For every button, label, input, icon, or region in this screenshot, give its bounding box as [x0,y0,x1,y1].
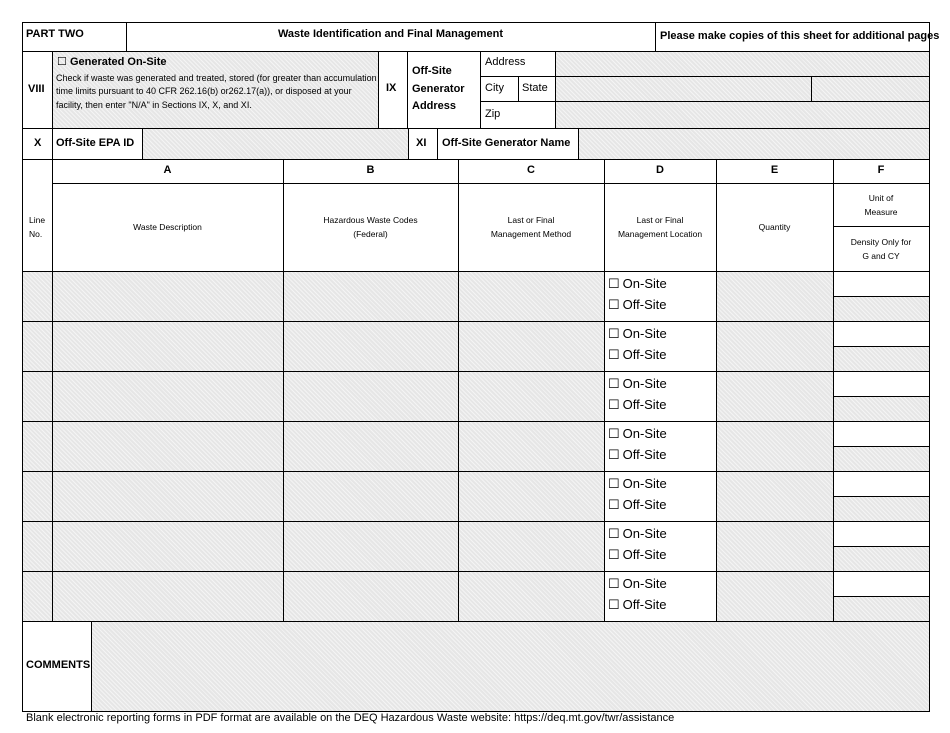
row-cell[interactable] [53,322,283,371]
on-site-label: On-Site [622,476,667,491]
row-cell[interactable] [459,572,604,621]
checkbox-icon: ☐ [608,476,620,491]
density-header-2: G and CY [862,251,900,261]
on-site-label: On-Site [622,526,667,541]
address-input[interactable] [555,52,929,76]
checkbox-icon: ☐ [608,597,620,612]
off-site-checkbox[interactable] [608,347,667,363]
zip-label: Zip [485,108,501,120]
density-cell[interactable] [834,597,929,621]
off-site-checkbox[interactable] [608,297,667,313]
off-site-checkbox[interactable] [608,397,667,413]
line-label: Line [29,215,46,225]
on-site-label: On-Site [622,326,667,341]
on-site-label: On-Site [622,376,667,391]
off-site-epa-id-input[interactable] [142,128,408,159]
on-site-label: On-Site [622,426,667,441]
section-x-number: X [34,137,42,149]
row-cell[interactable] [23,272,52,321]
state-label: State [522,82,548,94]
row-cell[interactable] [717,422,833,471]
row-cell[interactable] [459,272,604,321]
row-cell[interactable] [53,522,283,571]
checkbox-icon: ☐ [608,447,620,462]
instructions-line-1: Check if waste was generated and treated, stored (for greater than accumulation [56,73,377,83]
row-cell[interactable] [284,472,458,521]
off-site-label: Off-Site [622,297,667,312]
quantity-header: Quantity [758,222,791,232]
checkbox-icon: ☐ [608,576,620,591]
location-header-2: Management Location [617,229,703,239]
address-label-bold: Address [412,100,457,112]
row-cell[interactable] [459,372,604,421]
row-cell[interactable] [717,322,833,371]
checkbox-icon: ☐ [608,326,620,341]
comments-input[interactable] [91,621,929,711]
hazardous-codes-header: Hazardous Waste Codes [323,215,418,225]
off-site-label: Off-Site [412,65,452,77]
row-cell[interactable] [284,272,458,321]
off-site-label: Off-Site [622,597,667,612]
row-cell[interactable] [284,522,458,571]
row-cell[interactable] [53,272,283,321]
no-label: No. [29,229,43,239]
row-cell[interactable] [459,322,604,371]
row-cell[interactable] [717,522,833,571]
footer-note: Blank electronic reporting forms in PDF format are available on the DEQ Hazardous Waste website: https://deq.mt.gov/twr/assistance [26,712,675,724]
section-xi-number: XI [416,137,427,149]
checkbox-icon: ☐ [608,276,620,291]
waste-description-header: Waste Description [133,222,202,232]
row-cell[interactable] [23,372,52,421]
density-header-1: Density Only for [850,237,912,247]
instructions-line-2: time limits pursuant to 40 CFR 262.16(b) or262.17(a)), or disposed at your [56,86,352,96]
off-site-checkbox[interactable] [608,597,667,613]
row-cell[interactable] [459,472,604,521]
on-site-checkbox[interactable] [608,576,667,592]
off-site-checkbox[interactable] [608,497,667,513]
off-site-generator-name-input[interactable] [578,128,929,159]
generated-on-site-checkbox[interactable] [57,55,167,68]
density-cell[interactable] [834,347,929,371]
column-b-letter: B [366,164,375,176]
column-a-letter: A [163,164,172,176]
on-site-label: On-Site [622,576,667,591]
row-cell[interactable] [459,522,604,571]
checkbox-icon: ☐ [608,397,620,412]
checkbox-icon: ☐ [608,426,620,441]
row-cell[interactable] [717,272,833,321]
off-site-checkbox[interactable] [608,447,667,463]
off-site-generator-name-label: Off-Site Generator Name [442,137,571,149]
zip-input[interactable] [555,101,929,128]
checkbox-icon: ☐ [608,526,620,541]
city-input[interactable] [555,76,811,101]
city-label: City [485,82,504,94]
checkbox-icon: ☐ [608,376,620,391]
on-site-checkbox[interactable] [608,326,667,342]
on-site-checkbox[interactable] [608,476,667,492]
row-cell[interactable] [459,422,604,471]
row-cell[interactable] [284,372,458,421]
on-site-checkbox[interactable] [608,276,667,292]
column-d-letter: D [656,164,664,176]
method-header-1: Last or Final [507,215,555,225]
section-viii-number: VIII [28,83,45,95]
section-ix-number: IX [386,82,397,94]
unit-header-2: Measure [864,207,898,217]
off-site-label: Off-Site [622,447,667,462]
state-input[interactable] [811,76,929,101]
comments-label: COMMENTS [26,659,91,671]
form-title: Waste Identification and Final Management [277,28,504,40]
density-cell[interactable] [834,497,929,521]
row-cell[interactable] [23,472,52,521]
row-cell[interactable] [284,422,458,471]
row-cell[interactable] [53,372,283,421]
unit-header-1: Unit of [868,193,894,203]
checkbox-icon: ☐ [608,347,620,362]
checkbox-icon: ☐ [608,497,620,512]
on-site-checkbox[interactable] [608,526,667,542]
row-cell[interactable] [23,572,52,621]
row-cell[interactable] [53,572,283,621]
density-cell[interactable] [834,397,929,421]
row-cell[interactable] [53,422,283,471]
on-site-label: On-Site [622,276,667,291]
row-cell[interactable] [284,322,458,371]
density-cell[interactable] [834,297,929,321]
off-site-label: Off-Site [622,397,667,412]
off-site-label: Off-Site [622,347,667,362]
row-cell[interactable] [284,572,458,621]
checkbox-icon: ☐ [608,547,620,562]
copies-note: Please make copies of this sheet for additional pages [660,30,940,42]
location-header-1: Last or Final [636,215,684,225]
generator-label: Generator [412,83,465,95]
method-header-2: Management Method [490,229,572,239]
density-cell[interactable] [834,547,929,571]
column-f-letter: F [877,164,885,176]
off-site-label: Off-Site [622,547,667,562]
generated-on-site-label: Generated On-Site [69,56,167,68]
federal-label: (Federal) [353,229,388,239]
row-cell[interactable] [23,522,52,571]
off-site-epa-id-label: Off-Site EPA ID [56,137,135,149]
density-cell[interactable] [834,447,929,471]
address-label: Address [485,56,526,68]
row-cell[interactable] [53,472,283,521]
off-site-label: Off-Site [622,497,667,512]
row-cell[interactable] [23,322,52,371]
row-cell[interactable] [717,372,833,421]
column-e-letter: E [770,164,779,176]
column-c-letter: C [527,164,535,176]
row-cell[interactable] [717,472,833,521]
instructions-line-3: facility, then enter "N/A" in Sections IX, X, and XI. [56,100,252,110]
checkbox-icon: ☐ [57,56,67,68]
part-two-label: PART TWO [26,28,84,40]
row-cell[interactable] [717,572,833,621]
row-cell[interactable] [23,422,52,471]
checkbox-icon: ☐ [608,297,620,312]
off-site-checkbox[interactable] [608,547,667,563]
on-site-checkbox[interactable] [608,376,667,392]
on-site-checkbox[interactable] [608,426,667,442]
